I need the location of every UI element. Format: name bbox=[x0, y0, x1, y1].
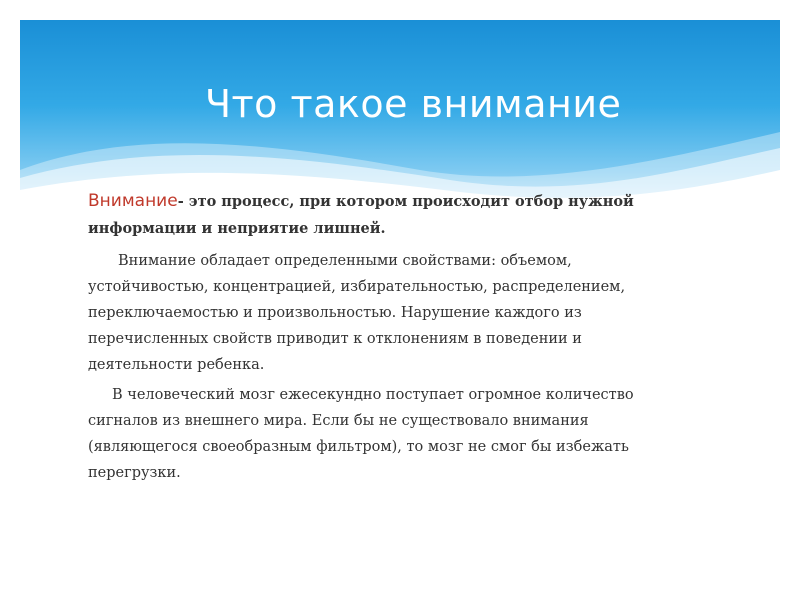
definition-text: - это процесс, при котором происходит отбор нужной информации и неприятие лишней. bbox=[88, 193, 634, 237]
slide-header-banner bbox=[20, 20, 780, 210]
slide-body bbox=[88, 188, 688, 490]
definition-term: Внимание bbox=[88, 191, 178, 211]
slide-title: Что такое внимание bbox=[205, 82, 622, 126]
definition-paragraph bbox=[88, 188, 688, 242]
brain-filter-paragraph: В человеческий мозг ежесекундно поступает огромное количество сигналов из внешнего мира. Если бы не существовало внимания (являющегося своеобразным фильтром), то мозг не смог бы избежать перегрузки. bbox=[88, 387, 634, 481]
properties-paragraph: Внимание обладает определенными свойствами: объемом, устойчивостью, концентрацией, избирательностью, распределением, переключаемостью и произвольностью. Нарушение каждого из перечисленных свойств приводит к отклонениям в поведении и деятельности ребенка. bbox=[88, 253, 626, 373]
